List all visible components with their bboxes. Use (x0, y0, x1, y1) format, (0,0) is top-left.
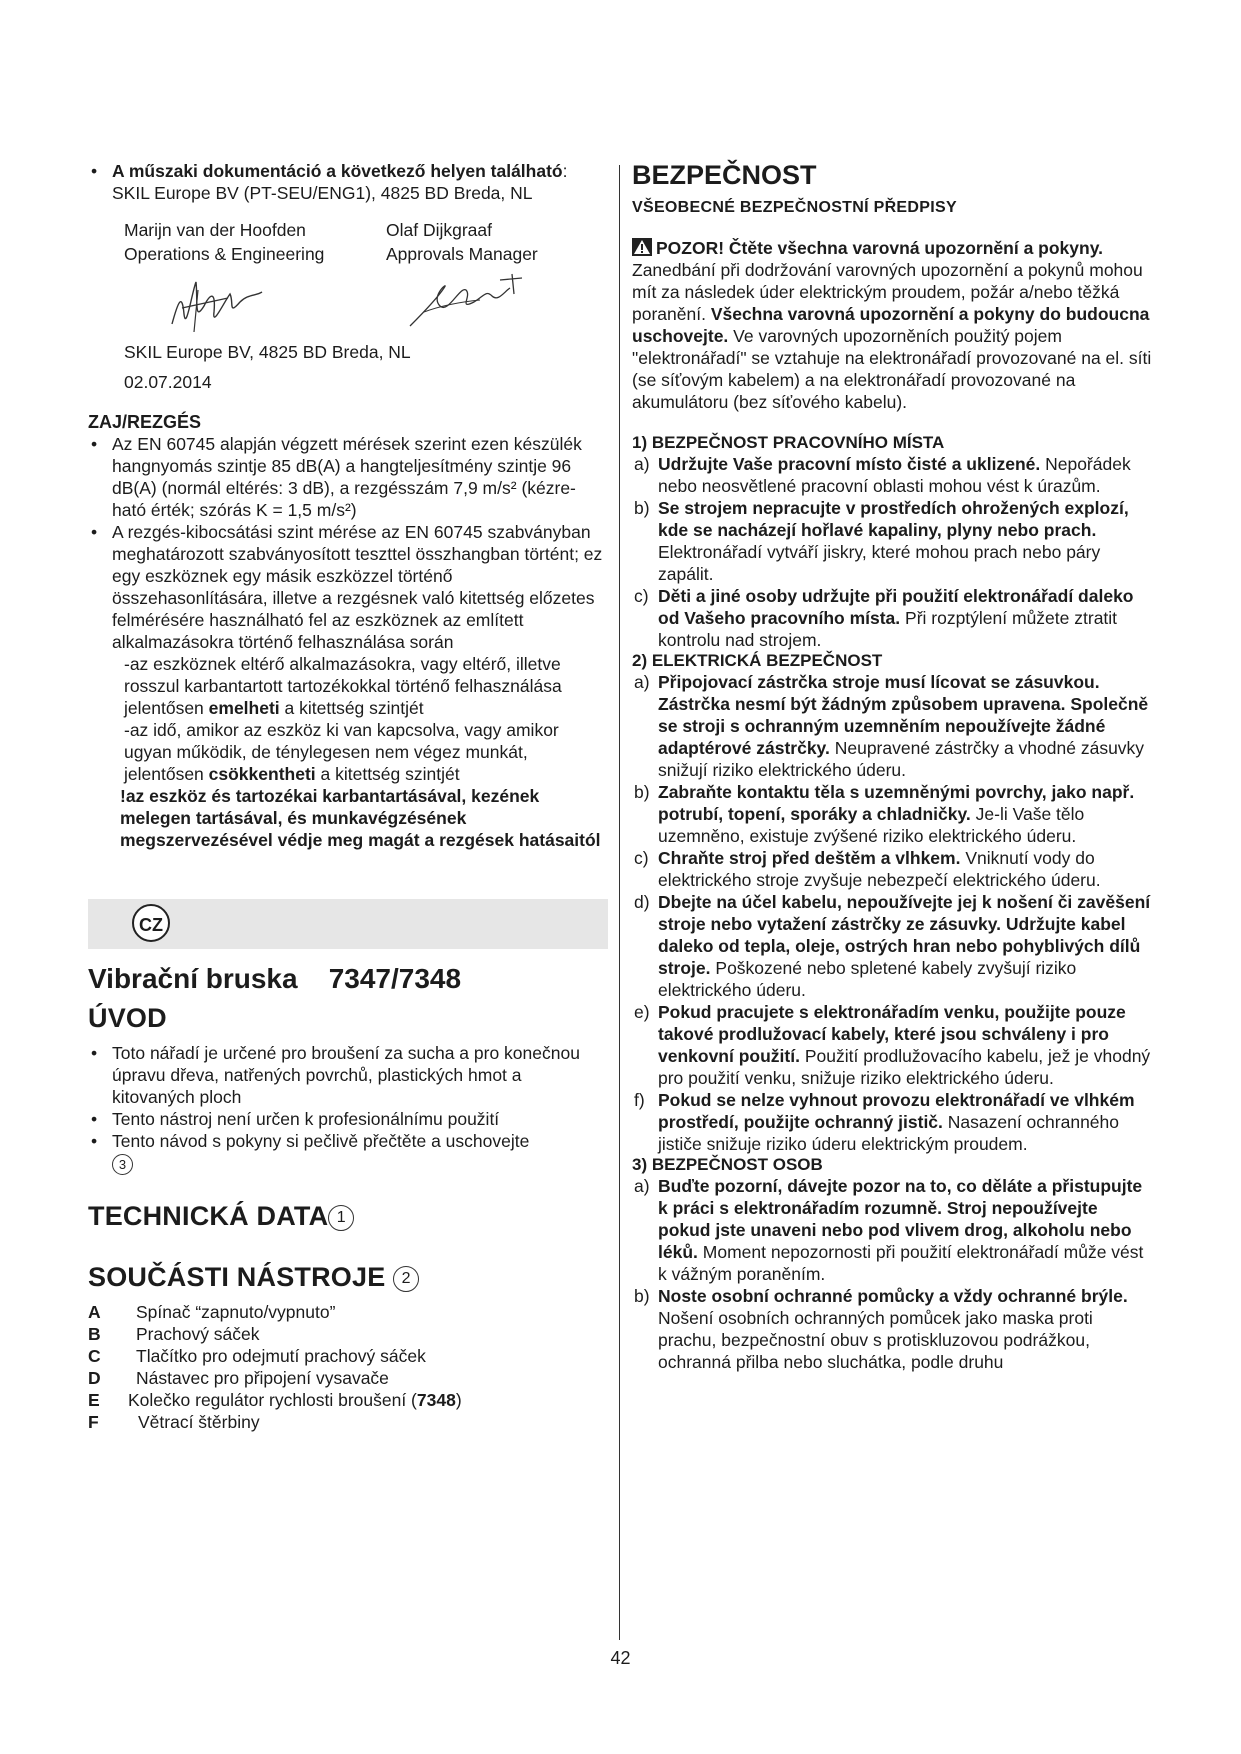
language-badge: CZ (132, 904, 170, 942)
signer-2-name: Olaf Dijkgraaf (386, 220, 493, 240)
section-3-items (632, 1175, 1152, 1373)
intro-item: • Tento nástroj není určen k profesionálnímu použití (88, 1108, 608, 1130)
safety-item: a) Připojovací zástrčka stroje musí lícovat se zásuvkou. Zástrčka nesmí být žádným způsobem upravena. Společně se stroji s ochranným uzemněním nepoužívejte žádné adaptérové zástrčky. Neupravené zástrčky a vhodné zásuvky snižují riziko elektrického úderu. (634, 672, 1149, 780)
section-1-items (632, 453, 1152, 651)
left-column (88, 160, 608, 1433)
noise-paragraph-2: • A rezgés-kibocsátási szint mérése az EN 60745 szabványban meghatározott szabványosított teszttel összhangban történt; ez egy eszköznek egy másik eszközzel történő összehasonlítására, illetve a rezgésnek való kitettség előzetes felmérésére használható fel az eszköznek az említett alkalmazásokra történő felhasználása során (88, 521, 608, 653)
safety-item: a) Buďte pozorní, dávejte pozor na to, co děláte a přistupujte k práci s elektronářadím rozumně. Stroj nepoužívejte pokud jste unaveni nebo pod vlivem drog, alkoholu nebo léků. Moment nepozornosti při použití elektronářadí může vést k vážným poraněním. (634, 1176, 1144, 1284)
general-warning: POZOR! Čtěte všechna varovná upozornění a pokyny. Zanedbání při dodržování varovných upozornění a pokynů mohou mít za následek úder elektrickým proudem, požár a/nebo těžká poranění. Všechna varovná upozornění a pokyny do budoucna uschovejte. Ve varovných upozorněních použitý pojem "elektronářadí" se vztahuje na elektronářadí provozované na el. síti (se síťovým kabelem) a na elektronářadí provozované na akumulátoru (bez síťového kabelu). (632, 238, 1152, 412)
intro-item: • Toto nářadí je určené pro broušení za sucha a pro konečnou úpravu dřeva, natřených povrchů, plastických hmot a kitovaných ploch (88, 1042, 608, 1108)
safety-item: b) Zabraňte kontaktu těla s uzemněnými povrchy, jako např. potrubí, topení, sporáky a chladničky. Je-li Vaše tělo uzemněno, existuje zvýšené riziko elektrického úderu. (634, 782, 1135, 846)
declaration-date: 02.07.2014 (124, 372, 212, 392)
signatures (124, 266, 608, 340)
warning-icon (632, 238, 652, 256)
signature-2 (400, 266, 530, 338)
safety-item: b) Se strojem nepracujte v prostředích ohrožených explozí, kde se nacházejí hořlavé kapaliny, plyny nebo prach. Elektronářadí vytváří jiskry, které mohou prach nebo páry zapálit. (634, 498, 1129, 584)
intro-heading: ÚVOD (88, 1003, 167, 1033)
safety-item: f) Pokud se nelze vyhnout provozu elektronářadí ve vlhkém prostředí, použijte ochranný jistič. Nasazení ochranného jističe snižuje riziko úderu elektrickým proudem. (634, 1090, 1135, 1154)
noise-heading: ZAJ/REZGÉS (88, 412, 202, 432)
parts-list (88, 1301, 608, 1433)
safety-item: e) Pokud pracujete s elektronářadím venku, použijte pouze takové prodlužovací kabely, které jsou schváleny i pro venkovní použití. Použití prodlužovacího kabelu, jež je vhodný pro použití venku, snižuje riziko elektrického úderu. (634, 1002, 1151, 1088)
tech-data-heading: TECHNICKÁ DATA 1 (88, 1201, 608, 1232)
tech-doc-bullet: • A műszaki dokumentáció a következő helyen található: SKIL Europe BV (PT-SEU/ENG1), 4825 BD Breda, NL (88, 160, 608, 204)
signer-1-title: Operations & Engineering (124, 244, 325, 264)
safety-heading: BEZPEČNOST (632, 160, 817, 190)
parts-heading: SOUČÁSTI NÁSTROJE 2 (88, 1262, 608, 1293)
product-title: Vibrační bruska 7347/7348 (88, 963, 462, 994)
safety-item: b) Noste osobní ochranné pomůcky a vždy ochranné brýle. Nošení osobních ochranných pomůcek jako maska proti prachu, bezpečnostní obuv s protiskluzovou podrážkou, ochranná přilba nebo sluchátka, podle druhu (634, 1286, 1128, 1372)
noise-paragraph-1: • Az EN 60745 alapján végzett mérések szerint ezen készülék hangnyomás szintje 85 dB(A) a hangteljesítmény szintje 96 dB(A) (normál eltérés: 3 dB), a rezgésszám 7,9 m/s² (kézre-ható érték; szórás K = 1,5 m/s²) (88, 433, 608, 521)
section-1-heading: 1) BEZPEČNOST PRACOVNÍHO MÍSTA (632, 433, 945, 452)
signature-1 (164, 272, 274, 340)
signers-titles (124, 242, 608, 266)
page-number: 42 (610, 1648, 631, 1668)
safety-item: d) Dbejte na účel kabelu, nepoužívejte jej k nošení či zavěšení stroje nebo vytažení zástrčky ze zásuvky. Udržujte kabel daleko od tepla, oleje, ostrých hran nebo pohyblivých dílů stroje. Poškozené nebo spletené kabely zvyšují riziko elektrického úderu. (634, 892, 1151, 1000)
part-row: F Větrací štěrbiny (88, 1411, 260, 1432)
noise-dash-1: -az eszköznek eltérő alkalmazásokra, vagy eltérő, illetve rosszul karbantartott tartozékokkal történő felhasználása jelentősen emelheti a kitettség szintjét (124, 654, 562, 718)
noise-warning: !az eszköz és tartozékai karbantartásával, kezének melegen tartásával, és munkavégzésének megszervezésével védje meg magát a rezgések hatásaitól (120, 786, 601, 850)
part-row: D Nástavec pro připojení vysavače (88, 1367, 389, 1388)
right-column (632, 160, 1152, 1373)
language-bar (88, 899, 608, 949)
part-row: B Prachový sáček (88, 1323, 260, 1344)
safety-subheading: VŠEOBECNÉ BEZPEČNOSTNÍ PŘEDPISY (632, 199, 957, 216)
company-address: SKIL Europe BV, 4825 BD Breda, NL (124, 342, 411, 362)
section-2-heading: 2) ELEKTRICKÁ BEZPEČNOST (632, 651, 883, 670)
figure-ref-3: 3 (112, 1154, 133, 1175)
column-divider (619, 165, 620, 1640)
part-row: A Spínač “zapnuto/vypnuto” (88, 1301, 336, 1322)
intro-item: • Tento návod s pokyny si pečlivě přečtěte a uschovejte 3 (88, 1130, 608, 1175)
noise-dash-2: -az idő, amikor az eszköz ki van kapcsolva, vagy amikor ugyan működik, de ténylegesen nem végez munkát, jelentősen csökkentheti a kitettség szintjét (124, 720, 559, 784)
signer-2-title: Approvals Manager (386, 244, 538, 264)
safety-item: a) Udržujte Vaše pracovní místo čisté a uklizené. Nepořádek nebo neosvětlené pracovní oblasti mohou vést k úrazům. (634, 454, 1131, 496)
part-row: E Kolečko regulátor rychlosti broušení (7348) (88, 1389, 462, 1410)
figure-ref-1: 1 (328, 1205, 354, 1231)
safety-item: c) Děti a jiné osoby udržujte při použití elektronářadí daleko od Vašeho pracovního místa. Při rozptýlení můžete ztratit kontrolu nad strojem. (634, 586, 1134, 650)
intro-list (88, 1042, 608, 1175)
safety-item: c) Chraňte stroj před deštěm a vlhkem. Vniknutí vody do elektrického stroje zvyšuje nebezpečí elektrického úderu. (634, 848, 1101, 890)
signers-names (124, 218, 608, 242)
figure-ref-2: 2 (393, 1266, 419, 1292)
section-2-items (632, 671, 1152, 1155)
part-row: C Tlačítko pro odejmutí prachový sáček (88, 1345, 426, 1366)
section-3-heading: 3) BEZPEČNOST OSOB (632, 1155, 823, 1174)
signer-1-name: Marijn van der Hoofden (124, 220, 306, 240)
